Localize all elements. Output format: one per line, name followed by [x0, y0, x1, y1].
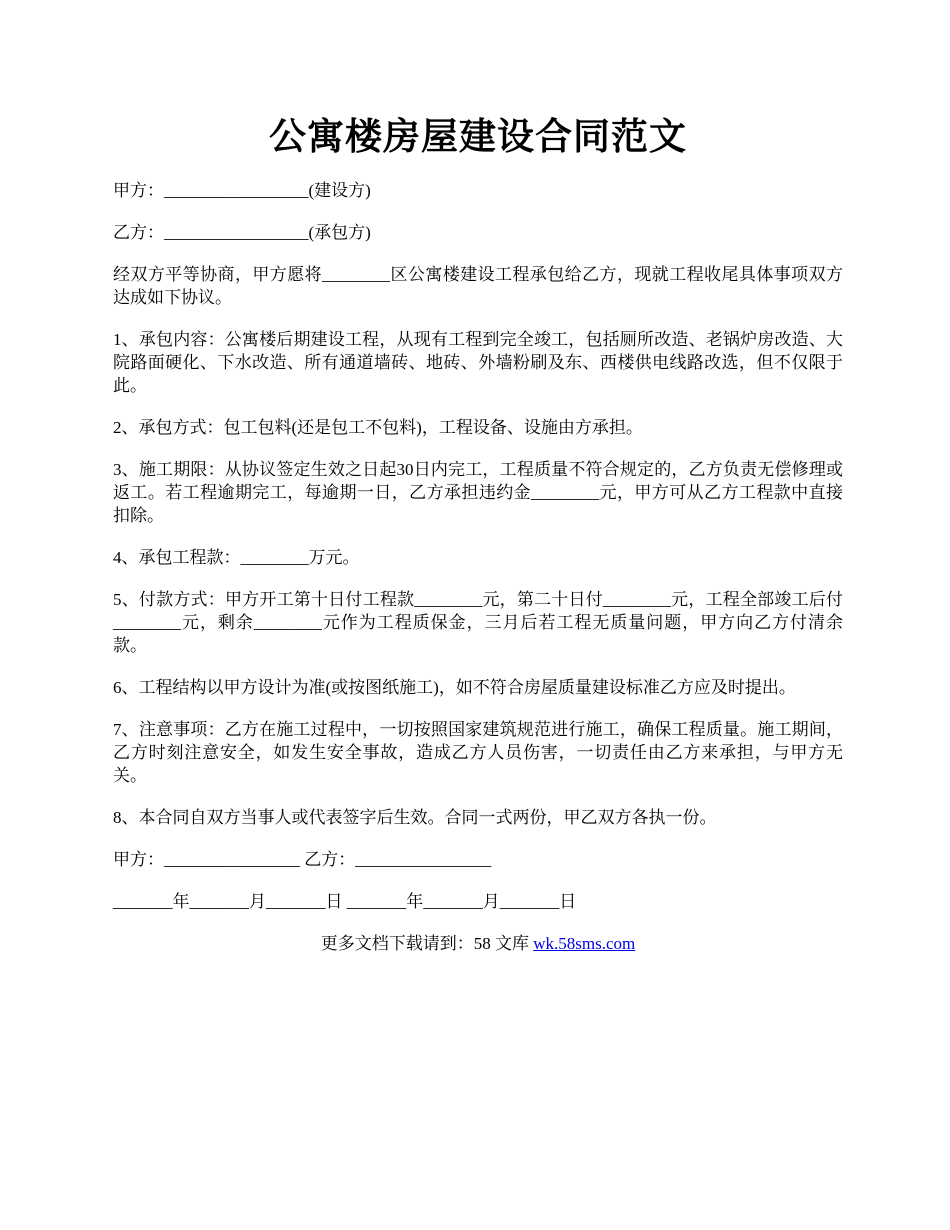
signature-line: 甲方：________________ 乙方：________________: [113, 850, 492, 869]
intro-paragraph: 经双方平等协商，甲方愿将________区公寓楼建设工程承包给乙方，现就工程收尾具体事项双方达成如下协议。: [113, 265, 843, 307]
footer-link[interactable]: wk.58sms.com: [533, 934, 636, 953]
footer-text: 更多文档下载请到：58 文库: [320, 934, 534, 953]
date-line: _______年_______月_______日 _______年_______月_______日: [113, 892, 577, 911]
document-title: 公寓楼房屋建设合同范文: [269, 117, 687, 158]
party-a-line: 甲方：_________________(建设方): [113, 181, 371, 200]
clause-2: 2、承包方式：包工包料(还是包工不包料)，工程设备、设施由方承担。: [113, 418, 643, 437]
clause-8: 8、本合同自双方当事人或代表签字后生效。合同一式两份，甲乙双方各执一份。: [113, 808, 717, 827]
clause-4: 4、承包工程款：________万元。: [113, 548, 360, 567]
footer: [113, 932, 843, 955]
clause-6: 6、工程结构以甲方设计为准(或按图纸施工)，如不符合房屋质量建设标准乙方应及时提出。: [113, 678, 796, 697]
party-b-line: 乙方：_________________(承包方): [113, 223, 371, 242]
clause-3: 3、施工期限：从协议签定生效之日起30日内完工，工程质量不符合规定的，乙方负责无偿修理或返工。若工程逾期完工，每逾期一日，乙方承担违约金________元，甲方可从乙方工程款中直接扣除。: [113, 460, 843, 525]
clause-5: 5、付款方式：甲方开工第十日付工程款________元，第二十日付________元，工程全部竣工后付________元，剩余________元作为工程质保金，三月后若工程无质量问题，甲方向乙方付清余款。: [113, 590, 843, 655]
clause-1: 1、承包内容：公寓楼后期建设工程，从现有工程到完全竣工，包括厕所改造、老锅炉房改造、大院路面硬化、下水改造、所有通道墙砖、地砖、外墙粉刷及东、西楼供电线路改选，但不仅限于此。: [113, 330, 843, 395]
document-page: [113, 0, 843, 955]
clause-7: 7、注意事项：乙方在施工过程中，一切按照国家建筑规范进行施工，确保工程质量。施工期间，乙方时刻注意安全，如发生安全事故，造成乙方人员伤害，一切责任由乙方来承担，与甲方无关。: [113, 720, 843, 785]
